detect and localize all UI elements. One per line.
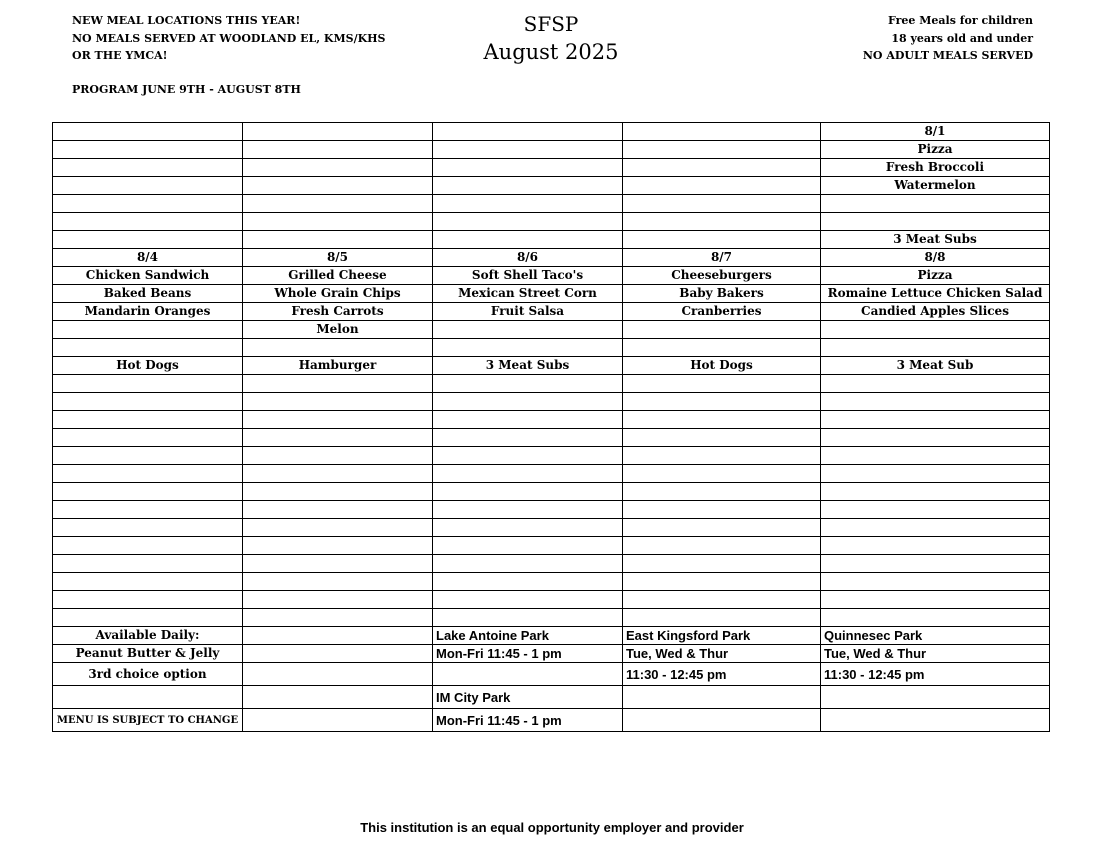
alt-menu-item: 3 Meat Subs xyxy=(821,231,1050,249)
table-row xyxy=(53,141,1050,159)
menu-item: Melon xyxy=(243,321,433,339)
menu-item: Chicken Sandwich xyxy=(53,267,243,285)
available-daily-label: Available Daily: xyxy=(53,627,243,645)
alt-menu-item: Hot Dogs xyxy=(53,357,243,375)
location-lake-antoine-name: Lake Antoine Park xyxy=(433,627,623,645)
table-row xyxy=(53,249,1050,267)
menu-item: Cranberries xyxy=(623,303,821,321)
date-cell: 8/7 xyxy=(623,249,821,267)
menu-item: Baked Beans xyxy=(53,285,243,303)
location-quinnesec-days: Tue, Wed & Thur xyxy=(821,645,1050,663)
title-block xyxy=(450,10,652,67)
location-quinnesec-hours: 11:30 - 12:45 pm xyxy=(821,663,1050,686)
notice-line-1: NEW MEAL LOCATIONS THIS YEAR! xyxy=(72,14,301,27)
table-row xyxy=(53,686,1050,709)
menu-item: Pizza xyxy=(821,141,1050,159)
table-row xyxy=(53,321,1050,339)
menu-item xyxy=(433,321,623,339)
header-notice-right xyxy=(863,12,1033,65)
menu-item: Grilled Cheese xyxy=(243,267,433,285)
menu-item: Fresh Carrots xyxy=(243,303,433,321)
date-cell: 8/8 xyxy=(821,249,1050,267)
menu-item: Baby Bakers xyxy=(623,285,821,303)
table-row xyxy=(53,411,1050,429)
menu-item: Mexican Street Corn xyxy=(433,285,623,303)
menu-item xyxy=(53,321,243,339)
table-row xyxy=(53,627,1050,645)
location-lake-antoine-hours: Mon-Fri 11:45 - 1 pm xyxy=(433,645,623,663)
location-im-city-hours: Mon-Fri 11:45 - 1 pm xyxy=(433,709,623,732)
page-subtitle: August 2025 xyxy=(483,40,619,64)
menu-item xyxy=(243,339,433,357)
table-row xyxy=(53,339,1050,357)
menu-item: Fresh Broccoli xyxy=(821,159,1050,177)
location-im-city-name: IM City Park xyxy=(433,686,623,709)
notice-line-2: NO MEALS SERVED AT WOODLAND EL, KMS/KHS xyxy=(72,31,386,45)
menu-item: Soft Shell Taco's xyxy=(433,267,623,285)
menu-item: Whole Grain Chips xyxy=(243,285,433,303)
table-row xyxy=(53,609,1050,627)
header-notice-left xyxy=(72,12,386,65)
table-row xyxy=(53,573,1050,591)
table-row xyxy=(53,645,1050,663)
table-row xyxy=(53,663,1050,686)
table-row xyxy=(53,447,1050,465)
menu-item xyxy=(821,321,1050,339)
date-cell: 8/1 xyxy=(821,123,1050,141)
date-cell: 8/6 xyxy=(433,249,623,267)
table-row xyxy=(53,483,1050,501)
menu-item: Mandarin Oranges xyxy=(53,303,243,321)
menu-disclaimer: MENU IS SUBJECT TO CHANGE xyxy=(53,709,243,732)
table-row xyxy=(53,231,1050,249)
alt-menu-item: 3 Meat Sub xyxy=(821,357,1050,375)
menu-item: Romaine Lettuce Chicken Salad xyxy=(821,285,1050,303)
pbj-option: Peanut Butter & Jelly xyxy=(53,645,243,663)
table-row xyxy=(53,123,1050,141)
table-row xyxy=(53,177,1050,195)
date-cell: 8/5 xyxy=(243,249,433,267)
location-quinnesec-name: Quinnesec Park xyxy=(821,627,1050,645)
date-cell: 8/4 xyxy=(53,249,243,267)
table-row xyxy=(53,555,1050,573)
eligibility-line-1: Free Meals for children xyxy=(888,14,1033,27)
menu-item: Pizza xyxy=(821,267,1050,285)
location-east-kingsford-name: East Kingsford Park xyxy=(623,627,821,645)
table-row xyxy=(53,591,1050,609)
menu-item: Candied Apples Slices xyxy=(821,303,1050,321)
table-row xyxy=(53,267,1050,285)
menu-item xyxy=(433,339,623,357)
menu-item: Fruit Salsa xyxy=(433,303,623,321)
table-row xyxy=(53,285,1050,303)
alt-menu-item: 3 Meat Subs xyxy=(433,357,623,375)
menu-item xyxy=(821,195,1050,213)
menu-item xyxy=(821,213,1050,231)
table-row xyxy=(53,465,1050,483)
location-east-kingsford-hours: 11:30 - 12:45 pm xyxy=(623,663,821,686)
table-row xyxy=(53,213,1050,231)
equal-opportunity-statement: This institution is an equal opportunity employer and provider xyxy=(360,820,744,835)
menu-item xyxy=(821,339,1050,357)
table-row xyxy=(53,375,1050,393)
table-row xyxy=(53,537,1050,555)
menu-item: Cheeseburgers xyxy=(623,267,821,285)
table-row xyxy=(53,501,1050,519)
notice-line-3: OR THE YMCA! xyxy=(72,49,168,62)
menu-item xyxy=(623,321,821,339)
menu-item xyxy=(53,339,243,357)
location-east-kingsford-days: Tue, Wed & Thur xyxy=(623,645,821,663)
page-title: SFSP xyxy=(523,12,579,36)
program-dates: PROGRAM JUNE 9TH - AUGUST 8TH xyxy=(72,83,301,96)
eligibility-line-2: 18 years old and under xyxy=(891,31,1033,45)
table-row xyxy=(53,303,1050,321)
menu-item: Watermelon xyxy=(821,177,1050,195)
alt-menu-item: Hot Dogs xyxy=(623,357,821,375)
table-row xyxy=(53,709,1050,732)
table-row xyxy=(53,519,1050,537)
table-row xyxy=(53,195,1050,213)
table-row xyxy=(53,429,1050,447)
menu-item xyxy=(623,339,821,357)
table-row xyxy=(53,357,1050,375)
third-choice-option: 3rd choice option xyxy=(53,663,243,686)
menu-calendar-table xyxy=(52,122,1050,732)
alt-menu-item: Hamburger xyxy=(243,357,433,375)
table-row xyxy=(53,393,1050,411)
eligibility-line-3: NO ADULT MEALS SERVED xyxy=(862,49,1033,62)
table-row xyxy=(53,159,1050,177)
